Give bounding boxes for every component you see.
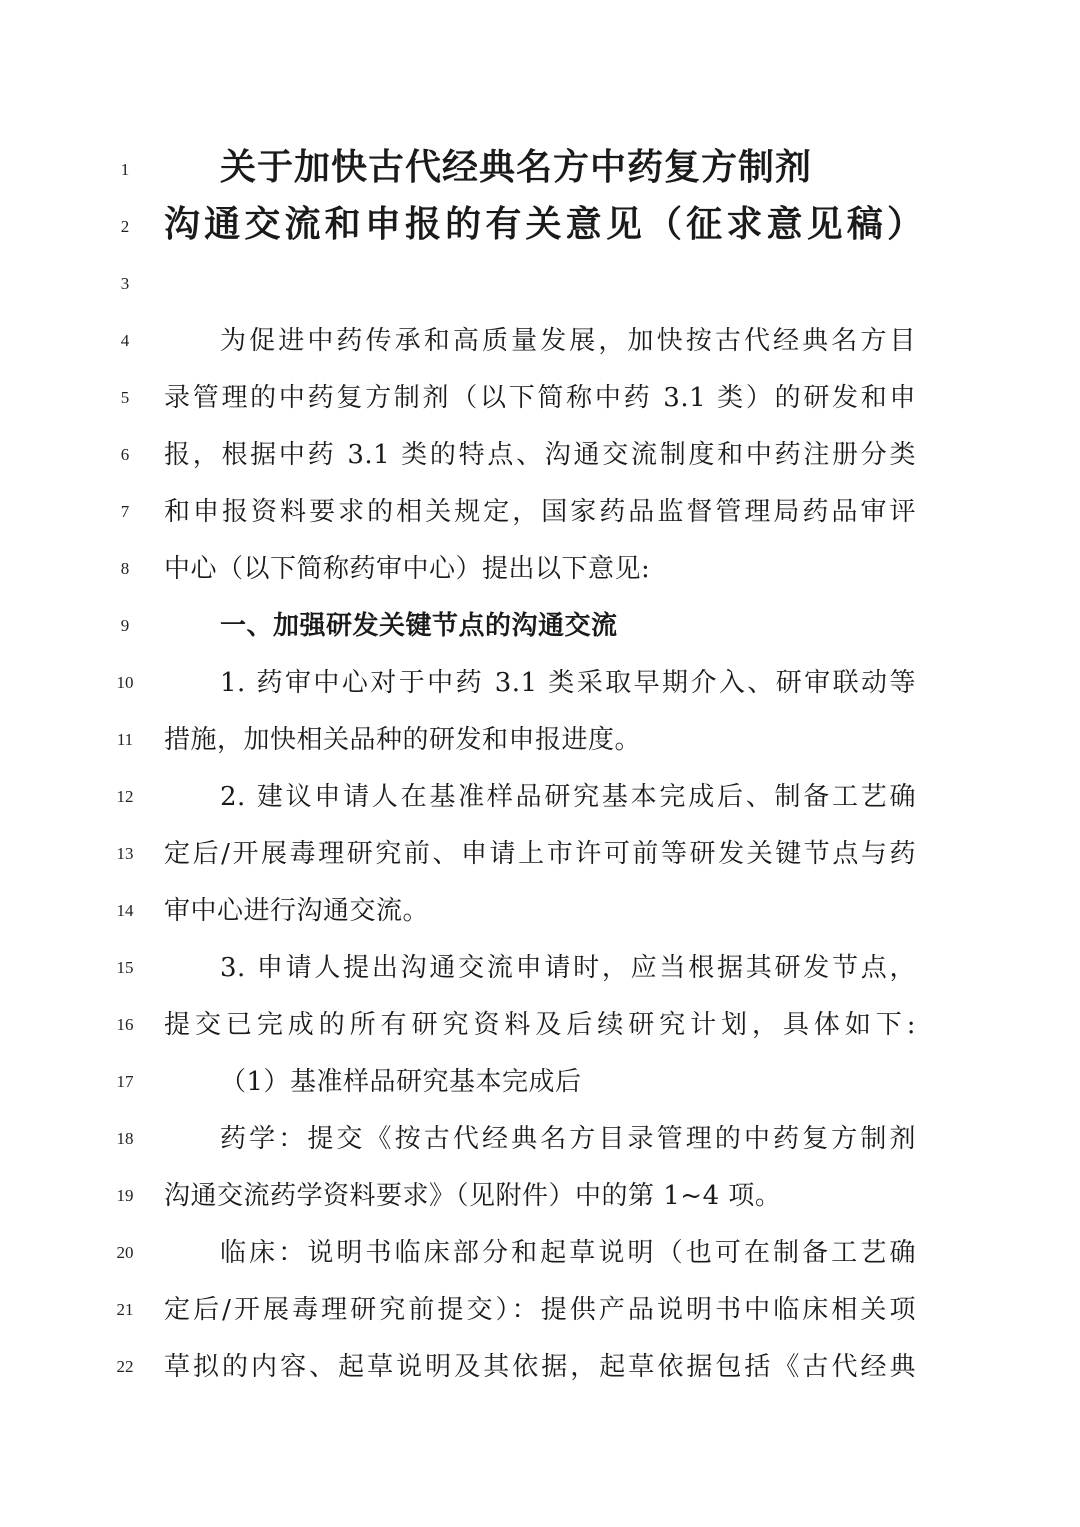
line-number: 14 bbox=[116, 901, 134, 920]
doc-line-2 bbox=[0, 195, 1080, 251]
document-title-line-1: 关于加快古代经典名方中药复方制剂 bbox=[220, 146, 813, 188]
paragraph-text: 录管理的中药复方制剂（以下简称中药 3.1 类）的研发和申 bbox=[164, 383, 916, 413]
line-number: 12 bbox=[116, 787, 134, 806]
line-number: 7 bbox=[120, 502, 130, 521]
doc-line-8 bbox=[0, 537, 1080, 593]
line-number: 5 bbox=[120, 388, 130, 407]
doc-line-21 bbox=[0, 1278, 1080, 1334]
line-number: 8 bbox=[120, 559, 130, 578]
document-title-line-2: 沟通交流和申报的有关意见（征求意见稿） bbox=[164, 203, 924, 245]
paragraph-text: 为促进中药传承和高质量发展，加快按古代经典名方目 bbox=[220, 326, 916, 356]
line-number: 18 bbox=[116, 1129, 134, 1148]
paragraph-text: 审中心进行沟通交流。 bbox=[164, 896, 430, 926]
line-number: 9 bbox=[120, 616, 130, 635]
paragraph-text: 定后/开展毒理研究前、申请上市许可前等研发关键节点与药 bbox=[164, 839, 916, 869]
paragraph-text: 沟通交流药学资料要求》（见附件）中的第 1~4 项。 bbox=[164, 1181, 782, 1211]
doc-line-14 bbox=[0, 879, 1080, 935]
paragraph-text: 3. 申请人提出沟通交流申请时，应当根据其研发节点， bbox=[220, 953, 916, 983]
paragraph-text: 临床：说明书临床部分和起草说明（也可在制备工艺确 bbox=[220, 1238, 916, 1268]
line-number: 10 bbox=[116, 673, 134, 692]
doc-line-15 bbox=[0, 936, 1080, 992]
paragraph-text: 药学：提交《按古代经典名方目录管理的中药复方制剂 bbox=[220, 1124, 916, 1154]
doc-line-4 bbox=[0, 309, 1080, 365]
line-number: 2 bbox=[120, 217, 130, 236]
line-number: 6 bbox=[120, 445, 130, 464]
doc-line-10 bbox=[0, 651, 1080, 707]
line-number: 16 bbox=[116, 1015, 134, 1034]
line-number: 15 bbox=[116, 958, 134, 977]
paragraph-text: 2. 建议申请人在基准样品研究基本完成后、制备工艺确 bbox=[220, 782, 916, 812]
paragraph-text: 定后/开展毒理研究前提交）：提供产品说明书中临床相关项 bbox=[164, 1295, 916, 1325]
paragraph-text: 中心（以下简称药审中心）提出以下意见: bbox=[164, 554, 651, 584]
doc-line-3 bbox=[0, 252, 1080, 308]
subsection-heading: （1）基准样品研究基本完成后 bbox=[220, 1067, 582, 1097]
line-number: 4 bbox=[120, 331, 130, 350]
line-number: 20 bbox=[116, 1243, 134, 1262]
paragraph-text: 1. 药审中心对于中药 3.1 类采取早期介入、研审联动等 bbox=[220, 668, 916, 698]
line-number: 21 bbox=[116, 1300, 134, 1319]
doc-line-17 bbox=[0, 1050, 1080, 1106]
paragraph-text: 措施，加快相关品种的研发和申报进度。 bbox=[164, 725, 642, 755]
line-number: 11 bbox=[116, 730, 134, 749]
doc-line-13 bbox=[0, 822, 1080, 878]
line-number: 22 bbox=[116, 1357, 134, 1376]
line-number: 1 bbox=[120, 160, 130, 179]
line-number: 3 bbox=[120, 274, 130, 293]
doc-line-20 bbox=[0, 1221, 1080, 1277]
paragraph-text: 和申报资料要求的相关规定，国家药品监督管理局药品审评 bbox=[164, 497, 916, 527]
line-number: 19 bbox=[116, 1186, 134, 1205]
doc-line-11 bbox=[0, 708, 1080, 764]
section-heading: 一、加强研发关键节点的沟通交流 bbox=[220, 611, 618, 641]
paragraph-text: 草拟的内容、起草说明及其依据，起草依据包括《古代经典 bbox=[164, 1352, 916, 1382]
line-number: 13 bbox=[116, 844, 134, 863]
paragraph-text: 提交已完成的所有研究资料及后续研究计划，具体如下: bbox=[164, 1010, 916, 1040]
paragraph-text: 报，根据中药 3.1 类的特点、沟通交流制度和中药注册分类 bbox=[164, 440, 916, 470]
line-number: 17 bbox=[116, 1072, 134, 1091]
doc-line-16 bbox=[0, 993, 1080, 1049]
doc-line-12 bbox=[0, 765, 1080, 821]
doc-line-1 bbox=[0, 138, 1080, 194]
doc-line-9 bbox=[0, 594, 1080, 650]
doc-line-5 bbox=[0, 366, 1080, 422]
doc-line-22 bbox=[0, 1335, 1080, 1391]
doc-line-18 bbox=[0, 1107, 1080, 1163]
doc-line-7 bbox=[0, 480, 1080, 536]
doc-line-19 bbox=[0, 1164, 1080, 1220]
doc-line-6 bbox=[0, 423, 1080, 479]
